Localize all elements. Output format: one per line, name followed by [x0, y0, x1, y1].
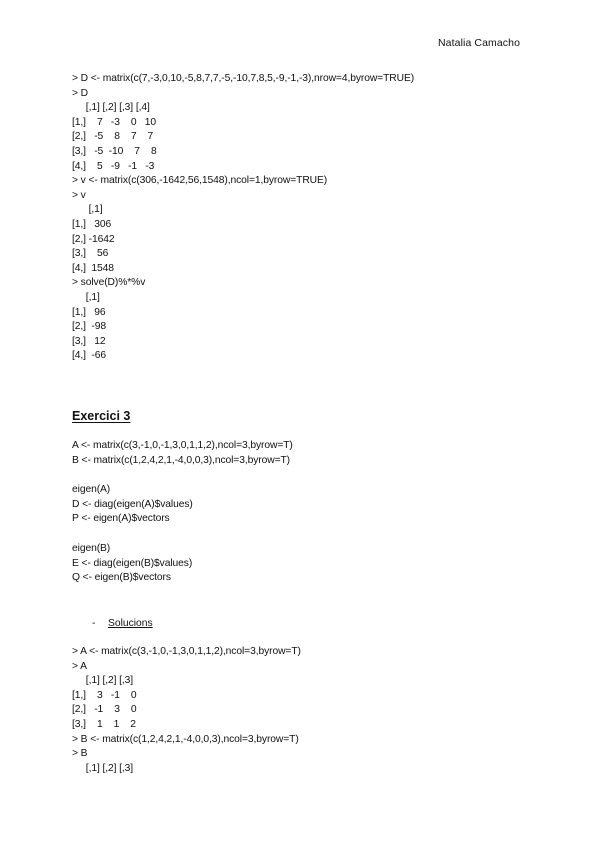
code-line: > A <- matrix(c(3,-1,0,-1,3,0,1,1,2),ncol=3,byrow=T)	[72, 646, 301, 657]
code-line: [2,] -98	[72, 321, 107, 333]
exercise-heading: Exercici 3	[72, 409, 131, 423]
code-line: > A	[72, 660, 87, 672]
code-line: [4,] 1548	[72, 262, 114, 274]
code-line: eigen(A)	[72, 484, 111, 495]
r-code-eigen-a	[72, 483, 193, 527]
code-line: [4,] -66	[72, 350, 107, 362]
code-line: [,1] [,2] [,3] [,4]	[72, 102, 150, 114]
code-line: > D	[72, 87, 89, 99]
code-line: [2,] -1642	[72, 233, 115, 245]
code-line: Q <- eigen(B)$vectors	[72, 572, 171, 584]
code-line: [3,] -5 -10 7 8	[72, 145, 157, 157]
code-line: [2,] -5 8 7 7	[72, 131, 154, 143]
code-line: > v <- matrix(c(306,-1642,56,1548),ncol=1,byrow=TRUE)	[72, 175, 328, 187]
bullet-dash: -	[92, 618, 96, 629]
r-console-output-2	[72, 645, 301, 776]
code-line: [4,] 5 -9 -1 -3	[72, 160, 155, 172]
code-line: [2,] -1 3 0	[72, 704, 137, 716]
code-line: B <- matrix(c(1,2,4,2,1,-4,0,0,3),ncol=3,byrow=T)	[72, 454, 291, 466]
code-line: eigen(B)	[72, 543, 111, 554]
code-line: > solve(D)%*%v	[72, 277, 146, 289]
code-line: [3,] 12	[72, 335, 106, 347]
code-line: E <- diag(eigen(B)$values)	[72, 557, 193, 569]
r-code-eigen-b	[72, 542, 192, 586]
code-line: [1,] 96	[72, 306, 106, 318]
code-line: [,1]	[72, 291, 100, 303]
r-console-output-1	[72, 72, 414, 364]
code-line: [,1] [,2] [,3]	[72, 762, 134, 774]
r-code-matrices	[72, 439, 293, 468]
code-line: [,1]	[72, 204, 103, 216]
code-line: A <- matrix(c(3,-1,0,-1,3,0,1,1,2),ncol=3,byrow=T)	[72, 440, 293, 451]
author-header: Natalia Camacho	[438, 37, 521, 49]
code-line: [3,] 56	[72, 248, 109, 260]
code-line: > B	[72, 748, 88, 760]
solutions-label: Solucions	[108, 618, 153, 629]
code-line: [1,] 3 -1 0	[72, 689, 137, 701]
code-line: [1,] 306	[72, 218, 112, 230]
code-line: [3,] 1 1 2	[72, 718, 136, 730]
code-line: [,1] [,2] [,3]	[72, 675, 134, 687]
code-line: [1,] 7 -3 0 10	[72, 116, 157, 128]
code-line: > D <- matrix(c(7,-3,0,10,-5,8,7,7,-5,-10,7,8,5,-9,-1,-3),nrow=4,byrow=TRUE)	[72, 73, 415, 84]
code-line: > v	[72, 189, 86, 201]
code-line: D <- diag(eigen(A)$values)	[72, 498, 193, 510]
code-line: P <- eigen(A)$vectors	[72, 513, 170, 525]
code-line: > B <- matrix(c(1,2,4,2,1,-4,0,0,3),ncol=3,byrow=T)	[72, 733, 299, 745]
